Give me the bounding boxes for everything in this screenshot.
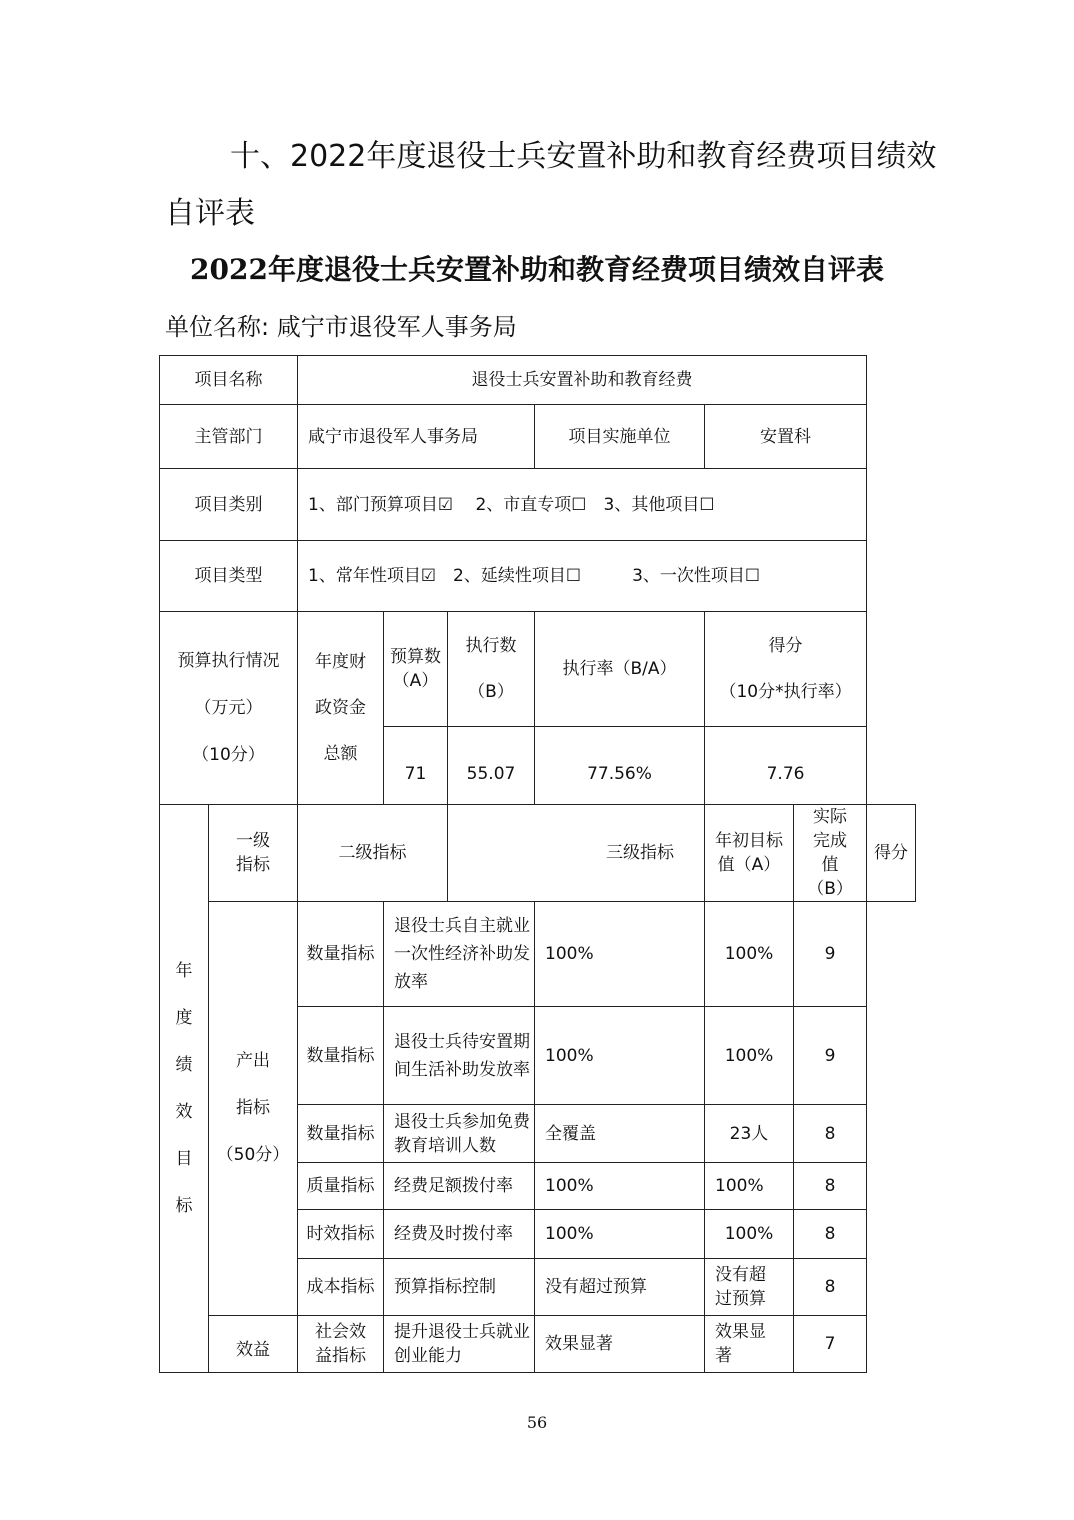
unit-name: 单位名称: 咸宁市退役军人事务局 [165,313,517,341]
actual-cell: 100% [705,1210,794,1259]
actual-cell: 23人 [705,1105,794,1163]
table-row [160,902,916,1007]
type-label: 项目类型 [160,541,298,612]
level2-cell: 质量指标 [298,1163,384,1210]
score-cell: 8 [794,1105,867,1163]
target-cell: 100% [535,1210,705,1259]
category-value: 1、部门预算项目☑ 2、市直专项☐ 3、其他项目☐ [298,469,867,541]
actual-cell: 没有超过预算 [705,1259,794,1316]
target-cell: 效果显著 [535,1316,705,1373]
level2-cell: 数量指标 [298,1105,384,1163]
form-title: 2022年度退役士兵安置补助和教育经费项目绩效自评表 [190,253,884,286]
level2-cell: 数量指标 [298,1007,384,1105]
target-cell: 100% [535,902,705,1007]
output-label-2: 指标 [236,1098,270,1118]
target-header: 年初目标值（A） [705,805,794,902]
exec-b-value: 55.07 [448,727,535,805]
exec-b-header-1: 执行数 [465,636,517,656]
level2-cell: 时效指标 [298,1210,384,1259]
actual-cell: 100% [705,902,794,1007]
annual-perf-label [160,805,209,1373]
project-name-value: 退役士兵安置补助和教育经费 [298,356,867,405]
exec-b-header [448,612,535,727]
side-char: 目 [175,1148,193,1169]
score-cell: 7 [794,1316,867,1373]
benefit-label: 效益 [209,1316,298,1373]
level1-header: 一级指标 [209,805,298,902]
actual-cell: 100% [705,1007,794,1105]
exec-b-header-2: （B） [468,682,514,702]
heading-line-2: 自评表 [165,196,255,231]
level3-cell: 经费足额拨付率 [384,1163,535,1210]
side-char: 效 [175,1101,193,1122]
score-cell: 9 [794,1007,867,1105]
row-type [160,541,916,612]
type-value: 1、常年性项目☑ 2、延续性项目☐ 3、一次性项目☐ [298,541,867,612]
budget-label-1: 预算执行情况 [177,650,280,671]
score-cell: 9 [794,902,867,1007]
row-dept [160,405,916,469]
level2-cell: 成本指标 [298,1259,384,1316]
page-number: 56 [526,1413,548,1432]
row-perf-header [160,805,916,902]
impl-label: 项目实施单位 [535,405,705,469]
category-label: 项目类别 [160,469,298,541]
score-cell: 8 [794,1259,867,1316]
level3-cell: 经费及时拨付率 [384,1210,535,1259]
level3-cell: 退役士兵自主就业一次性经济补助发放率 [384,902,535,1007]
row-project-name [160,356,916,405]
budget-label [160,612,298,805]
side-char: 度 [175,1007,193,1028]
target-cell: 100% [535,1163,705,1210]
impl-value: 安置科 [705,405,867,469]
target-cell: 没有超过预算 [535,1259,705,1316]
score-cell: 8 [794,1210,867,1259]
level3-cell: 预算指标控制 [384,1259,535,1316]
output-label-3: （50分） [216,1145,290,1165]
target-cell: 全覆盖 [535,1105,705,1163]
side-char: 绩 [175,1054,193,1075]
dept-value: 咸宁市退役军人事务局 [298,405,535,469]
heading-line-1: 十、2022年度退役士兵安置补助和教育经费项目绩效 [230,139,937,174]
dept-label: 主管部门 [160,405,298,469]
total-funds-label: 年度财政资金总额 [298,612,384,805]
level3-cell: 退役士兵待安置期间生活补助发放率 [384,1007,535,1105]
actual-header: 实际完成值（B） [794,805,867,902]
level3-header: 三级指标 [448,805,705,902]
target-cell: 100% [535,1007,705,1105]
project-name-label: 项目名称 [160,356,298,405]
score-cell: 8 [794,1163,867,1210]
output-label [209,902,298,1316]
side-char: 年 [175,960,193,981]
actual-cell: 100% [705,1163,794,1210]
actual-cell: 效果显著 [705,1316,794,1373]
level2-cell: 社会效益指标 [298,1316,384,1373]
output-label-1: 产出 [236,1051,270,1071]
budget-a-header: 预算数（A） [384,612,448,727]
self-evaluation-table [159,355,916,1373]
rate-header: 执行率（B/A） [535,612,705,727]
level2-header: 二级指标 [298,805,448,902]
level2-cell: 数量指标 [298,902,384,1007]
level3-cell: 退役士兵参加免费教育培训人数 [384,1105,535,1163]
budget-score-header-1: 得分 [768,636,803,656]
budget-score-header [705,612,867,727]
rate-value: 77.56% [535,727,705,805]
row-category [160,469,916,541]
level3-cell: 提升退役士兵就业创业能力 [384,1316,535,1373]
budget-score-value: 7.76 [705,727,867,805]
budget-label-3: （10分） [192,744,265,765]
score-header: 得分 [867,805,916,902]
budget-a-value: 71 [384,727,448,805]
budget-label-2: （万元） [194,697,263,718]
table-row [160,1316,916,1373]
row-budget-header [160,612,916,727]
budget-score-header-2: （10分*执行率） [719,682,852,702]
side-char: 标 [175,1195,193,1216]
